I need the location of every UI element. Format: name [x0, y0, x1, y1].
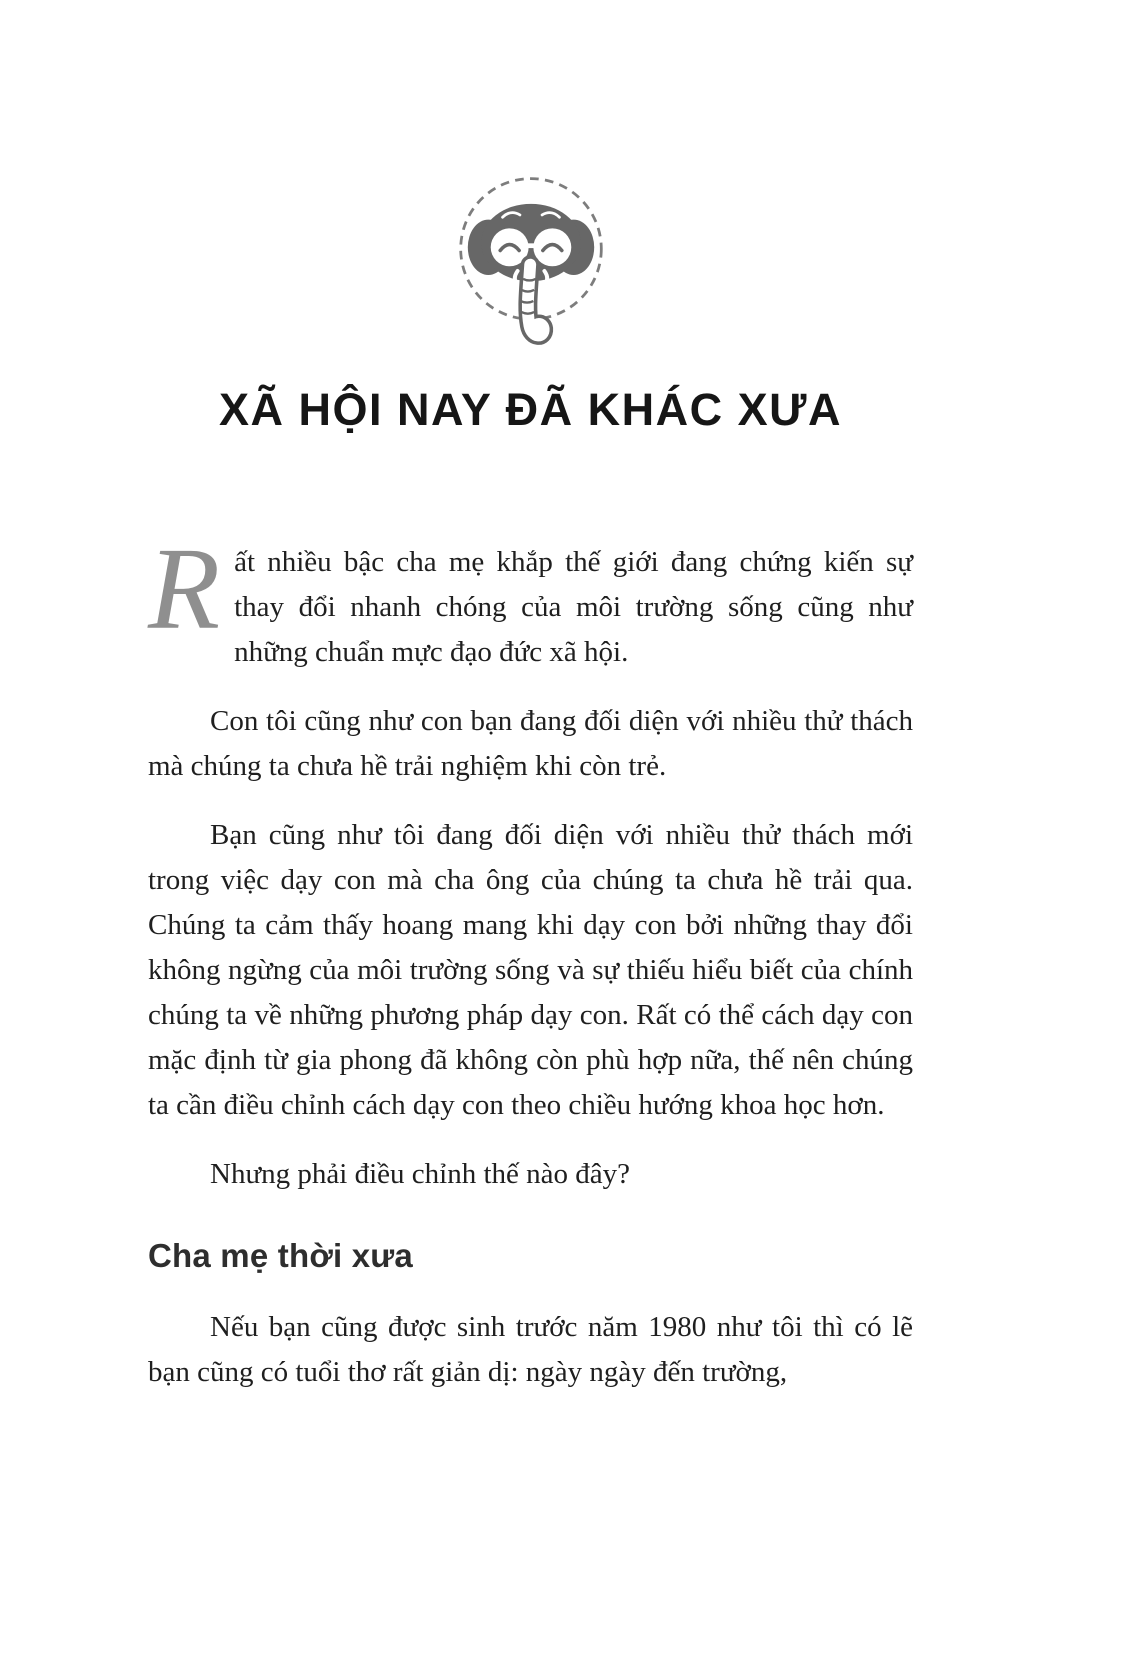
section-heading: Cha mẹ thời xưa	[148, 1237, 413, 1274]
chapter-ornament	[148, 0, 913, 366]
paragraph: Nếu bạn cũng được sinh trước năm 1980 như tôi thì có lẽ bạn cũng có tuổi thơ rất giản dị: ngày ngày đến trường,	[148, 1311, 913, 1388]
paragraph: Bạn cũng như tôi đang đối diện với nhiều thử thách mới trong việc dạy con mà cha ông của chúng ta chưa hề trải qua. Chúng ta cảm thấy hoang mang khi dạy con bởi những thay đổi không ngừng của môi trường sống và sự thiếu hiểu biết của chính chúng ta về những phương pháp dạy con. Rất có thể cách dạy con mặc định từ gia phong đã không còn phù hợp nữa, thế nên chúng ta cần điều chỉnh cách dạy con theo chiều hướng khoa học hơn.	[148, 819, 913, 1121]
elephant-icon	[452, 176, 610, 366]
drop-cap: R	[148, 523, 221, 654]
opening-paragraph-text: ất nhiều bậc cha mẹ khắp thế giới đang chứng kiến sự thay đổi nhanh chóng của môi trường sống cũng như những chuẩn mực đạo đức xã hội.	[234, 546, 913, 668]
chapter-title: XÃ HỘI NAY ĐÃ KHÁC XƯA	[219, 384, 842, 435]
paragraph: Nhưng phải điều chỉnh thế nào đây?	[210, 1158, 630, 1190]
opening-paragraph	[148, 523, 913, 675]
paragraph: Con tôi cũng như con bạn đang đối diện với nhiều thử thách mà chúng ta chưa hề trải nghiệm khi còn trẻ.	[148, 705, 913, 782]
body-text	[148, 523, 913, 1395]
